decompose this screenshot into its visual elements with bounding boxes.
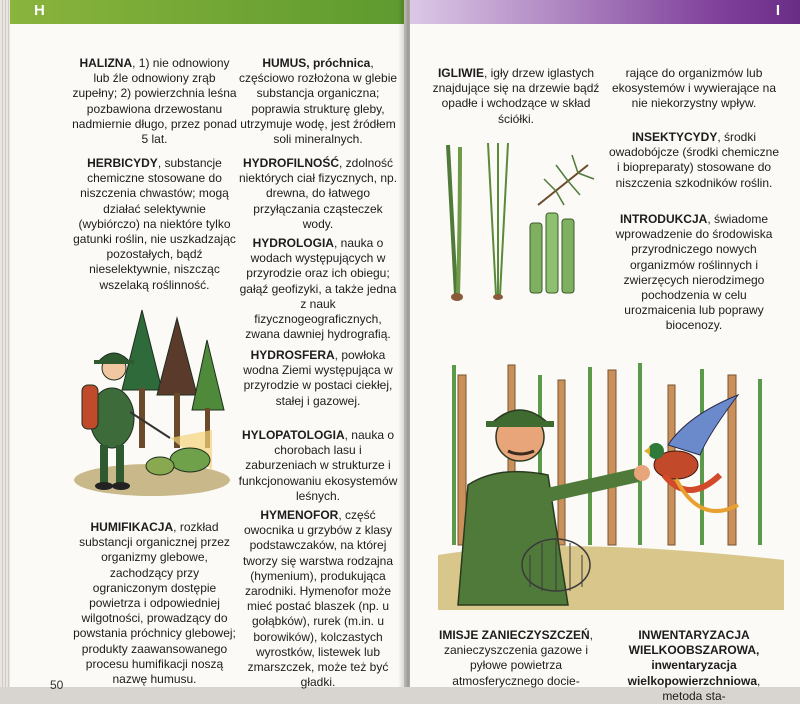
entry-humus: HUMUS, próchnica, częściowo rozłożona w glebie substancja organiczna; poprawia strukturę gleby, utrzymuje wodę, jest źródłem soli mineralnych.	[238, 56, 398, 147]
forester-pheasant-illustration	[438, 355, 784, 610]
section-letter-left: H	[34, 2, 45, 19]
right-page	[410, 0, 800, 703]
entry-hydrologia: HYDROLOGIA, nauka o wodach występujących w przyrodzie oraz ich obiegu; gałąź geofizyki, a także jedna z nauk fizycznogeograficznych, zwana dawniej hydrografią.	[239, 236, 397, 342]
entry-herbicydy: HERBICYDY, substancje chemiczne stosowane do niszczenia chwastów; mogą działać selektywnie (wybiórczo) na niektóre tylko gatunki roślin, nie uszkadzając pozostałych, bądź nieselektywnie, niszcząc wszelaką roślinność.	[73, 156, 236, 292]
entry-hymenofor: HYMENOFOR, część owocnika u grzybów z klasy podstawczaków, na której tworzy się warstwa rodzajna (hymenium), produkująca zarodniki. Hymenofor może mieć postać blaszek (np. u gołąbków), rurek (m.in. u borowików), kolczastych wyrostków, listewek lub zmarszczek, może też być gładki.	[242, 508, 394, 690]
section-letter-right: I	[775, 2, 780, 19]
entry-humifikacja: HUMIFIKACJA, rozkład substancji organicznej przez organizmy glebowe, zachodzący przy ograniczonym dostępie powietrza i odpowiedniej wilgotności, prowadzący do powstania próchnicy glebowej; produkty zaawansowanego procesu humifikacji noszą nazwę humusu.	[73, 520, 236, 687]
right-header-band	[410, 0, 800, 24]
forester-spraying-illustration	[72, 300, 232, 500]
entry-igliwie: IGLIWIE, igły drzew iglastych znajdujące się na drzewie bądź opadłe i wchodzące w skład ściółki.	[432, 66, 600, 126]
entry-introdukcja: INTRODUKCJA, świadome wprowadzenie do środowiska przyrodniczego nowych organizmów roślinnych i zwierzęcych nierodzimego pochodzenia w celu urozmaicenia lub poprawy biocenozy.	[615, 212, 773, 333]
page-edges	[0, 0, 10, 687]
entry-halizna: HALIZNA, 1) nie odnowiony lub źle odnowiony zrąb zupełny; 2) powierzchnia leśna pozbawiona drzewostanu nadmiernie długo, przez ponad 5 lat.	[72, 56, 237, 147]
entry-insektycydy: INSEKTYCYDY, środki owadobójcze (środki chemiczne i biopreparaty) stosowane do niszczenia szkodników roślin.	[608, 130, 780, 190]
page-number: 50	[50, 678, 64, 692]
entry-hydrofilnosc: HYDROFILNOŚĆ, zdolność niektórych ciał fizycznych, np. drewna, do łatwego przyłączania cząsteczek wody.	[238, 156, 398, 231]
entry-imisje-continued: rające do organizmów lub ekosystemów i wywierające na nie niekorzystny wpływ.	[611, 66, 777, 111]
entry-hylopatologia: HYLOPATOLOGIA, nauka o chorobach lasu i zaburzeniach w strukturze i funkcjonowaniu ekosystemów leśnych.	[238, 428, 398, 503]
left-header-band	[10, 0, 404, 24]
entry-hydrosfera: HYDROSFERA, powłoka wodna Ziemi występująca w przyrodzie w postaci ciekłej, stałej i gazowej.	[243, 348, 393, 408]
entry-inwentaryzacja: INWENTARYZACJA WIELKOOBSZAROWA, inwentaryzacja wielkopowierzchniowa, metoda sta-	[627, 628, 761, 703]
left-page	[10, 0, 404, 692]
conifer-needles-illustration	[438, 135, 596, 305]
entry-imisje-zanieczyszczen: IMISJE ZANIECZYSZCZEŃ, zanieczyszczenia gazowe i pyłowe powietrza atmosferycznego docie-	[438, 628, 594, 688]
